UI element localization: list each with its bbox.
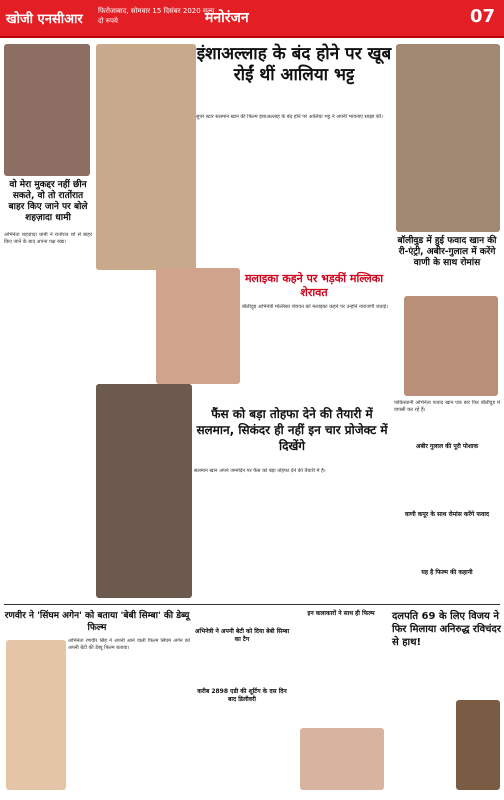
actress-photo-bottom bbox=[300, 728, 384, 790]
vijay-photo bbox=[456, 700, 500, 790]
kalki-text bbox=[194, 706, 290, 790]
salman-photo bbox=[96, 384, 192, 598]
right-subhead-2: वाणी कपूर के साथ रोमांस करेंगे फवाद bbox=[404, 511, 490, 518]
section-divider bbox=[4, 604, 500, 605]
right-body-text-3 bbox=[394, 520, 500, 566]
salman-body-text: सलमान खान अपने जन्मदिन पर फैंस को बड़ा तोहफा देने की तैयारी में हैं। bbox=[194, 468, 326, 474]
edition-meta: फिरोजाबाद, सोमवार 15 दिसंबर 2020 मूल्य दो रुपये bbox=[98, 7, 215, 25]
newspaper-logo: खोजी एनसीआर bbox=[6, 12, 83, 27]
main-body-text: सुपर स्टार सलमान खान की फिल्म इंशाअल्लाह के बंद होने पर आलिया भट्ट ने अपनी भावनाएं साझा कीं। bbox=[196, 114, 383, 120]
baby-simba-text bbox=[194, 646, 290, 686]
thalapathy-body-text bbox=[394, 672, 454, 790]
actor-photo-left bbox=[4, 44, 90, 176]
right-subhead-1: अबीर गुलाल की पूरी पोशाक bbox=[415, 443, 479, 450]
mallika-photo bbox=[156, 268, 240, 384]
salman-headline: फैंस को बड़ा तोहफा देने की तैयारी में सलमान, सिकंदर ही नहीं इन चार प्रोजेक्ट में दिखेंगे bbox=[196, 407, 388, 453]
left-body-text: अभिनेता शहज़ादा धामी ने रातोंरात शो से बाहर किए जाने के बाद अपना पक्ष रखा। bbox=[4, 232, 92, 245]
page-number: 07 bbox=[470, 6, 496, 27]
right-subhead-3: यह है फिल्म की कहानी bbox=[421, 569, 473, 576]
mallika-headline: मलाइका कहने पर भड़कीं मल्लिका शेरावत bbox=[244, 272, 384, 299]
right-body-text-2 bbox=[394, 452, 500, 508]
ranveer-body-text: अभिनेता रणवीर सिंह ने अपनी आने वाली फिल्म सिंघम अगेन को अपनी बेटी की डेब्यू फिल्म बताया। bbox=[68, 638, 190, 651]
main-headline: इंशाअल्लाह के बंद होने पर खूब रोईं थीं आलिया भट्ट bbox=[196, 44, 392, 85]
actress-photo-main bbox=[96, 44, 196, 270]
actress-photo-right bbox=[404, 296, 498, 396]
left-headline: वो मेरा मुकद्दर नहीं छीन सकते, वो तो रातोंरात बाहर किए जाने पर बोले शहज़ादा धामी bbox=[8, 180, 88, 223]
ranveer-headline: रणवीर ने 'सिंघम अगेन' को बताया 'बेबी सिम्बा' की डेब्यू फिल्म bbox=[4, 611, 190, 633]
kalki-subhead: करीब 2898 एडी की शूटिंग के दस दिन बाद डिलीवरी bbox=[197, 688, 287, 703]
page-header bbox=[0, 0, 504, 38]
cast-column-headline: इन कलाकारों ने साथ ही फिल्म bbox=[307, 610, 375, 617]
actor-photo-right bbox=[396, 44, 500, 232]
ranveer-photo bbox=[6, 640, 66, 790]
cast-column-text bbox=[292, 628, 390, 728]
right-body-text: पाकिस्तानी अभिनेता फवाद खान एक बार फिर बॉलीवुड में वापसी कर रहे हैं। bbox=[394, 400, 500, 413]
right-body-text-4 bbox=[394, 578, 500, 602]
right-headline: बॉलीवुड में हुई फवाद खान की री-एंट्री, अबीर-गुलाल में करेंगे वाणी के साथ रोमांस bbox=[397, 236, 497, 268]
thalapathy-headline: दलपति 69 के लिए विजय ने फिर मिलाया अनिरुद्ध रविचंदर से हाथ! bbox=[392, 611, 501, 648]
mallika-body-text: बॉलीवुड अभिनेत्री मल्लिका शेरावत को मलाइका कहने पर उन्होंने नाराजगी जताई। bbox=[242, 304, 389, 310]
section-title: मनोरंजन bbox=[205, 10, 249, 26]
baby-simba-subhead: अभिनेत्री ने अपनी बेटी को दिया बेबी सिम्बा का टैग bbox=[194, 628, 290, 643]
